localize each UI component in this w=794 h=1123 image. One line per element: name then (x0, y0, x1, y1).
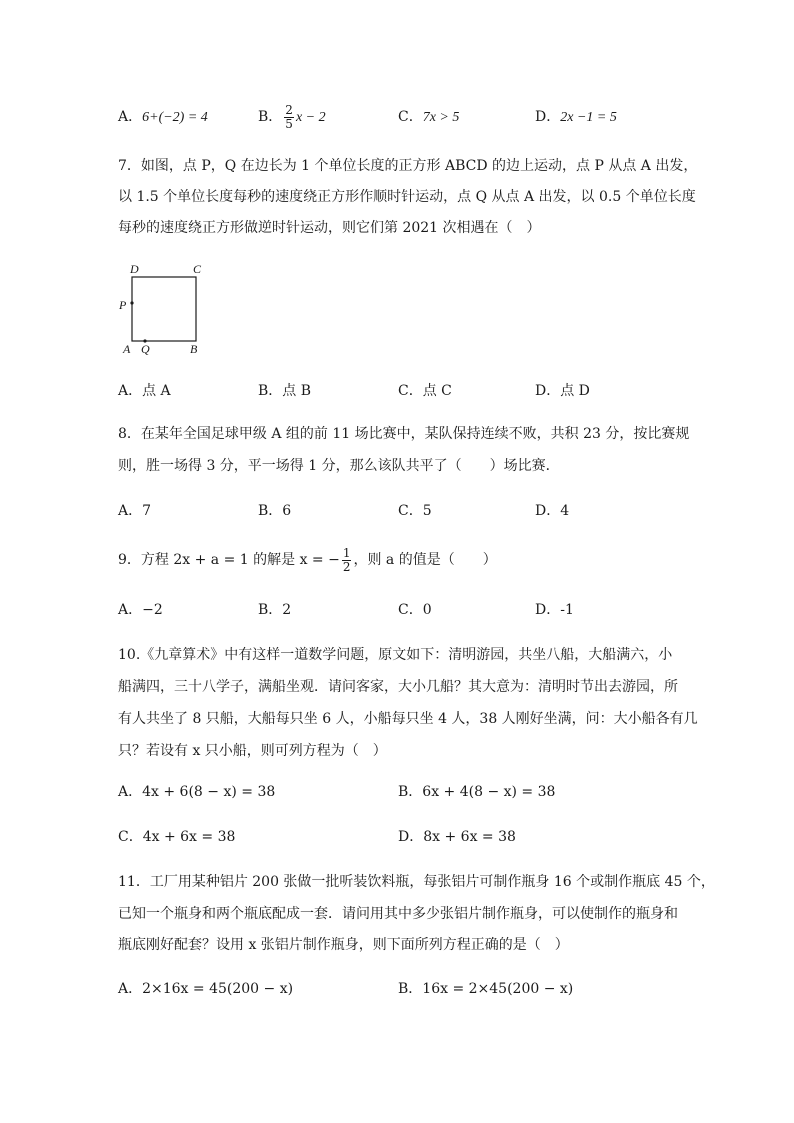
label-b: B (190, 342, 198, 356)
label-p: P (119, 298, 127, 312)
q6-option-b-denominator: 5 (285, 116, 293, 131)
q6-option-b-rest: x − 2 (295, 110, 326, 125)
q10-option-b: B．6x + 4(8 − x) = 38 (398, 784, 556, 800)
q10-line-1: 10.《九章算术》中有这样一道数学问题，原文如下：清明游园，共坐八船，大船满六，小 (118, 647, 673, 663)
q9-option-d: D．-1 (535, 602, 574, 618)
q6-option-b-fraction (284, 104, 294, 131)
q6-option-c-label: C． (398, 109, 423, 125)
q7-option-b: B．点 B (258, 383, 312, 399)
q7-line-3: 每秒的速度绕正方形做逆时针运动，则它们第 2021 次相遇在（ ） (118, 220, 541, 236)
q10-option-c: C．4x + 6x = 38 (118, 829, 236, 845)
q8-option-d: D．4 (535, 503, 570, 519)
q9-prefix: 9．方程 2x + a = 1 的解是 x = − (118, 552, 340, 568)
q6-option-b-label: B． (258, 109, 283, 125)
q8-option-a: A．7 (118, 503, 152, 519)
q9-stem (118, 544, 497, 576)
q9-option-b: B．2 (258, 602, 292, 618)
q9-option-c: C．0 (398, 602, 432, 618)
q9-fraction (342, 547, 352, 574)
q6-option-a (118, 107, 208, 128)
q9-denominator: 2 (342, 559, 351, 574)
q8-option-b: B．6 (258, 503, 292, 519)
q8-option-c: C．5 (398, 503, 432, 519)
q6-option-a-text: 6+(−2) = 4 (142, 110, 208, 125)
point-p (130, 301, 133, 304)
label-d: D (130, 262, 139, 276)
q9-numerator: 1 (342, 545, 351, 560)
q7-option-c: C．点 C (398, 383, 452, 399)
q6-option-d-label: D． (535, 109, 561, 125)
q10-option-a: A．4x + 6(8 − x) = 38 (118, 784, 276, 800)
q6-option-d-text: 2x −1 = 5 (560, 110, 617, 125)
q11-option-b: B．16x = 2×45(200 − x) (398, 981, 574, 997)
q8-line-2: 则，胜一场得 3 分，平一场得 1 分，那么该队共平了（ ）场比赛． (118, 458, 560, 474)
label-c: C (193, 262, 202, 276)
q7-option-a: A．点 A (118, 383, 171, 399)
q9-suffix: ，则 a 的值是（ ） (353, 552, 497, 568)
q10-line-3: 有人共坐了 8 只船，大船每只坐 6 人，小船每只坐 4 人，38 人刚好坐满，问：大小船各有几 (118, 711, 698, 727)
q7-line-1: 7．如图，点 P，Q 在边长为 1 个单位长度的正方形 ABCD 的边上运动，点 P 从点 A 出发， (118, 158, 698, 174)
q8-line-1: 8．在某年全国足球甲级 A 组的前 11 场比赛中，某队保持连续不败，共积 23 分，按比赛规 (118, 426, 690, 442)
q6-option-b-numerator: 2 (285, 102, 293, 117)
q11-option-a: A．2×16x = 45(200 − x) (118, 981, 294, 997)
q7-option-d: D．点 D (535, 383, 590, 399)
q6-option-d (535, 107, 617, 128)
square-outline (132, 277, 196, 341)
q11-line-3: 瓶底刚好配套？设用 x 张铝片制作瓶身，则下面所列方程正确的是（ ） (118, 937, 569, 953)
q6-option-c (398, 107, 459, 128)
q9-option-a: A．−2 (118, 602, 163, 618)
square-abcd (128, 275, 200, 343)
q6-option-b (258, 103, 326, 132)
q7-line-2: 以 1.5 个单位长度每秒的速度绕正方形作顺时针运动，点 Q 从点 A 出发，以 0.5 个单位长度 (118, 189, 696, 205)
q10-line-4: 只？若设有 x 只小船，则可列方程为（ ） (118, 743, 387, 759)
label-a: A (123, 342, 131, 356)
q6-option-a-label: A． (118, 109, 143, 125)
label-q: Q (141, 342, 150, 356)
q6-option-c-text: 7x > 5 (422, 110, 460, 125)
q10-line-2: 船满四，三十八学子，满船坐观．请问客家，大小几船？其大意为：清明时节出去游园，所 (118, 679, 678, 695)
q11-line-2: 已知一个瓶身和两个瓶底配成一套．请问用其中多少张铝片制作瓶身，可以使制作的瓶身和 (118, 906, 678, 922)
q11-line-1: 11．工厂用某种铝片 200 张做一批听装饮料瓶，每张铝片可制作瓶身 16 个或制作瓶底 45 个， (118, 874, 715, 890)
q10-option-d: D．8x + 6x = 38 (398, 829, 516, 845)
